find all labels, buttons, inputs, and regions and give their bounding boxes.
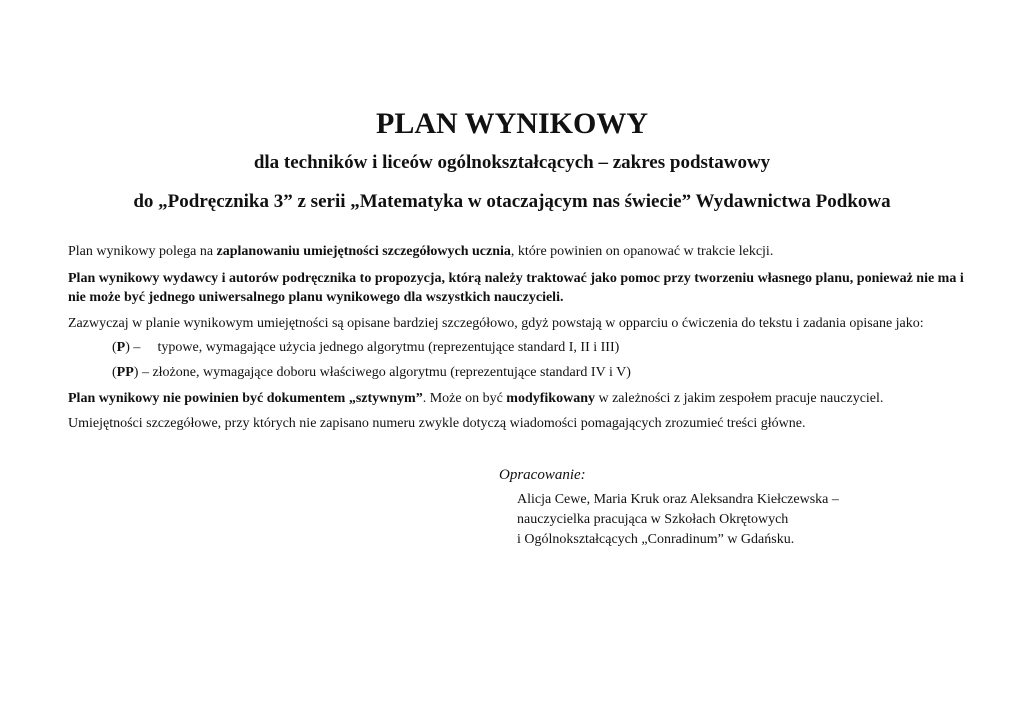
list-item-open: ( (112, 365, 117, 380)
page-subtitle: dla techników i liceów ogólnokształcących – zakres podstawowy (253, 152, 771, 173)
author-line: nauczycielka pracująca w Szkołach Okrętowych (517, 512, 789, 527)
list-item-close: ) – (133, 365, 153, 380)
paragraph-intro-text-c: , które powinien on opanować w trakcie lekcji. (510, 244, 774, 259)
paragraph-flexibility-text-d: w zależności z jakim zespołem pracuje nauczyciel. (594, 391, 884, 406)
paragraph-proposal (68, 269, 968, 307)
paragraph-flexibility-emphasis-a: Plan wynikowy nie powinien być dokumentem „sztywnym” (68, 391, 423, 406)
list-item-text: typowe, wymagające użycia jednego algorytmu (reprezentujące standard I, II i III) (157, 340, 620, 355)
author-line: i Ogólnokształcących „Conradinum” w Gdańsku. (517, 532, 795, 547)
list-item-close: ) – (125, 340, 141, 355)
page-title: PLAN WYNIKOWY (376, 107, 648, 140)
paragraph-flexibility-emphasis-c: modyfikowany (506, 391, 595, 406)
author-line: Alicja Cewe, Maria Kruk oraz Aleksandra Kiełczewska – (517, 492, 839, 507)
page-subtitle-secondary: do „Podręcznika 3” z serii „Matematyka w otaczającym nas świecie” Wydawnictwa Podkowa (133, 191, 891, 212)
paragraph-flexibility (68, 389, 968, 408)
list-item-open: ( (112, 340, 117, 355)
authors-label: Opracowanie: (499, 467, 586, 483)
list-item-code: PP (116, 365, 134, 380)
list-item-pp (112, 363, 631, 382)
authors-block (517, 490, 839, 550)
paragraph-note: Umiejętności szczegółowe, przy których nie zapisano numeru zwykle dotyczą wiadomości pomagających zrozumieć treści główne. (68, 416, 806, 431)
list-item-p (112, 338, 619, 357)
paragraph-flexibility-text-b: . Może on być (422, 391, 507, 406)
list-item-code: P (116, 340, 126, 355)
paragraph-detail: Zazwyczaj w planie wynikowym umiejętności są opisane bardziej szczegółowo, gdyż powstają w opparciu o ćwiczenia do tekstu i zadania opisane jako: (68, 316, 924, 331)
list-item-label (112, 338, 154, 357)
list-item-text: złożone, wymagające doboru właściwego algorytmu (reprezentujące standard IV i V) (152, 365, 631, 380)
paragraph-intro-text-a: Plan wynikowy polega na (68, 244, 217, 259)
paragraph-intro (68, 242, 968, 261)
paragraph-proposal-text: Plan wynikowy wydawcy i autorów podręcznika to propozycja, którą należy traktować jako pomoc przy tworzeniu własnego planu, ponieważ nie ma i nie może być jednego uniwersalnego planu wynikowego dla wszystkich nauczycieli. (68, 271, 964, 305)
paragraph-intro-emphasis: zaplanowaniu umiejętności szczegółowych ucznia (216, 244, 511, 259)
